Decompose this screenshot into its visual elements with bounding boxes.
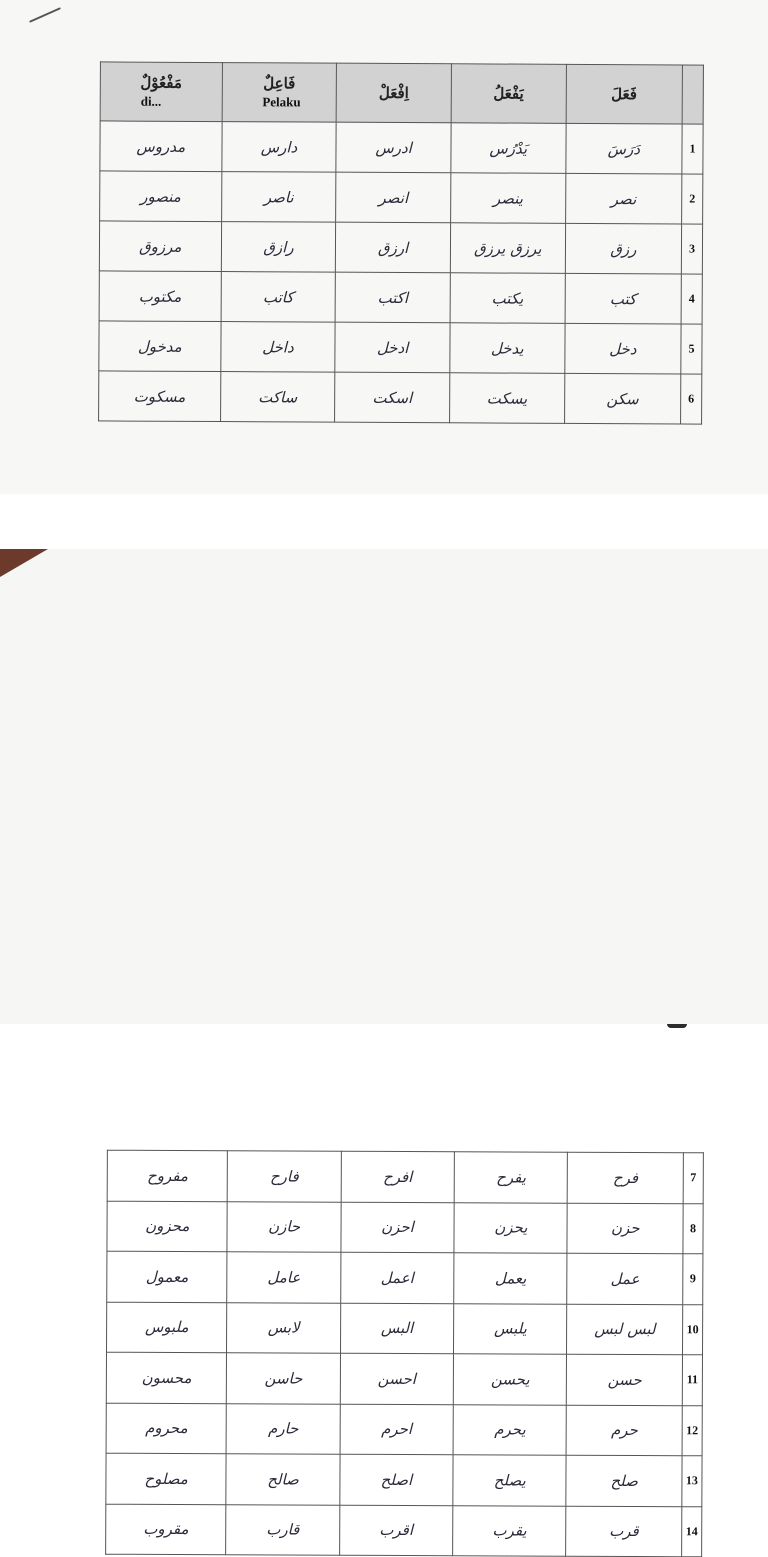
- cell-maful: مقروب: [106, 1504, 227, 1555]
- cell-maful: منصور: [100, 171, 222, 222]
- cell-maful: مفروح: [107, 1150, 228, 1201]
- cell-yafal: يقرب: [453, 1505, 567, 1556]
- cell-faala: عمل: [567, 1253, 683, 1304]
- cell-faala: دخل: [564, 323, 681, 374]
- cell-yafal: يحرم: [453, 1404, 567, 1455]
- table-row: [107, 1251, 703, 1304]
- cell-fail: ناصر: [221, 172, 336, 223]
- cell-ifal: احسن: [340, 1353, 454, 1404]
- table-row: [107, 1302, 703, 1355]
- header-number: [682, 65, 703, 124]
- scanned-page-1: [0, 0, 768, 494]
- cell-ifal: افرح: [341, 1151, 455, 1202]
- cell-maful: محسون: [106, 1352, 227, 1403]
- cell-faala: رزق: [565, 223, 682, 274]
- cell-number: 5: [681, 324, 702, 374]
- cell-faala: كتب: [565, 273, 682, 324]
- table-row: [107, 1150, 703, 1203]
- cell-ifal: اعمل: [340, 1252, 454, 1303]
- cell-ifal: ادرس: [336, 122, 451, 173]
- cell-yafal: يَدْرُس: [451, 123, 566, 174]
- cell-fail: قارب: [226, 1504, 340, 1555]
- cell-yafal: يلبس: [454, 1303, 568, 1354]
- cell-faala: صلح: [566, 1455, 682, 1506]
- cell-number: 14: [682, 1506, 702, 1557]
- table-row: [100, 121, 703, 174]
- cell-fail: حارم: [226, 1403, 340, 1454]
- cell-ifal: احزن: [341, 1202, 455, 1253]
- page-gap: [0, 494, 768, 549]
- cell-number: 1: [682, 124, 703, 174]
- cell-maful: معمول: [107, 1251, 228, 1302]
- cell-number: 7: [683, 1153, 703, 1204]
- cell-faala: حرم: [567, 1405, 683, 1456]
- cell-fail: فارح: [228, 1151, 342, 1202]
- cell-yafal: يفرح: [454, 1152, 568, 1203]
- table-row: [106, 1352, 702, 1405]
- table-row: [99, 271, 702, 324]
- cell-faala: دَرَسَ: [565, 123, 682, 174]
- cell-number: 4: [681, 274, 702, 324]
- cell-number: 11: [682, 1355, 702, 1406]
- cell-faala: حسن: [567, 1354, 683, 1405]
- cell-faala: نصر: [565, 173, 682, 224]
- cell-fail: لابس: [227, 1302, 341, 1353]
- cell-fail: حاسن: [227, 1353, 341, 1404]
- cell-faala: لبس لبس: [567, 1304, 683, 1355]
- cell-yafal: يرزق يرزق: [450, 223, 565, 274]
- cell-number: 3: [681, 224, 702, 274]
- cell-fail: حازن: [227, 1201, 341, 1252]
- table-row: [99, 221, 702, 274]
- cell-maful: مصلوح: [106, 1453, 227, 1504]
- cell-number: 9: [683, 1254, 703, 1305]
- cell-number: 13: [682, 1456, 702, 1507]
- cell-fail: صالح: [226, 1454, 340, 1505]
- cell-number: 6: [681, 374, 702, 424]
- cell-maful: مرزوق: [99, 221, 221, 272]
- cell-yafal: يحسن: [453, 1354, 567, 1405]
- cell-ifal: البس: [340, 1303, 454, 1354]
- scanned-page-2: [0, 549, 768, 1541]
- cell-yafal: يكتب: [450, 273, 565, 324]
- table-row: [106, 1453, 702, 1506]
- cell-ifal: ارزق: [336, 222, 451, 273]
- cell-ifal: انصر: [336, 172, 451, 223]
- pen-mark: [29, 7, 61, 23]
- header-fail-sub: Pelaku: [262, 94, 301, 110]
- cell-maful: ملبوس: [107, 1302, 228, 1353]
- header-faala: فَعَلَ: [566, 64, 683, 124]
- cell-ifal: اسكت: [335, 372, 450, 423]
- table-row: [100, 171, 703, 224]
- conjugation-table-2: [105, 1150, 704, 1557]
- cell-faala: فرح: [568, 1152, 684, 1203]
- cell-faala: قرب: [566, 1506, 682, 1557]
- cell-yafal: يصلح: [453, 1455, 567, 1506]
- header-maful: مَفْعُوْلٌ di...: [100, 62, 222, 122]
- cell-yafal: يدخل: [450, 323, 565, 374]
- cell-number: 10: [683, 1304, 703, 1355]
- table-row: [106, 1403, 702, 1456]
- cell-number: 8: [683, 1203, 703, 1254]
- cell-yafal: يحزن: [454, 1202, 568, 1253]
- cell-faala: سكن: [564, 373, 681, 424]
- cell-ifal: اكتب: [335, 272, 450, 323]
- header-fail: فَاعِلٌ Pelaku: [222, 63, 337, 123]
- cell-maful: مكتوب: [99, 271, 221, 322]
- cell-maful: محزون: [107, 1201, 228, 1252]
- table-row: [107, 1201, 703, 1254]
- cell-ifal: اقرب: [339, 1505, 453, 1556]
- header-yafal: يَفْعَلُ: [451, 64, 566, 124]
- cell-number: 12: [682, 1405, 702, 1456]
- cell-yafal: يعمل: [454, 1253, 568, 1304]
- cell-number: 2: [682, 174, 703, 224]
- page-corner-shadow: [0, 549, 48, 577]
- cell-fail: دارس: [221, 122, 336, 173]
- cell-maful: مسكوت: [99, 371, 221, 422]
- cell-maful: محروم: [106, 1403, 227, 1454]
- header-ifal: اِفْعَلْ: [337, 63, 452, 123]
- cell-fail: رازق: [221, 222, 336, 273]
- cell-maful: مدروس: [100, 121, 222, 172]
- cell-faala: حزن: [567, 1203, 683, 1254]
- cell-ifal: ادخل: [335, 322, 450, 373]
- cell-fail: كاتب: [221, 272, 336, 323]
- cell-fail: عامل: [227, 1252, 341, 1303]
- header-maful-sub: di...: [140, 93, 162, 109]
- cell-ifal: اصلح: [340, 1454, 454, 1505]
- cell-ifal: احرم: [340, 1404, 454, 1455]
- conjugation-table-1: [98, 61, 704, 424]
- cell-maful: مدخول: [99, 321, 221, 372]
- cell-fail: ساكت: [220, 372, 335, 423]
- table-header-row: [100, 62, 703, 124]
- cell-yafal: يسكت: [449, 373, 564, 424]
- cell-fail: داخل: [220, 322, 335, 373]
- cell-yafal: ينصر: [450, 173, 565, 224]
- table-row: [99, 321, 702, 374]
- table-row: [99, 371, 702, 424]
- table-row: [106, 1504, 702, 1557]
